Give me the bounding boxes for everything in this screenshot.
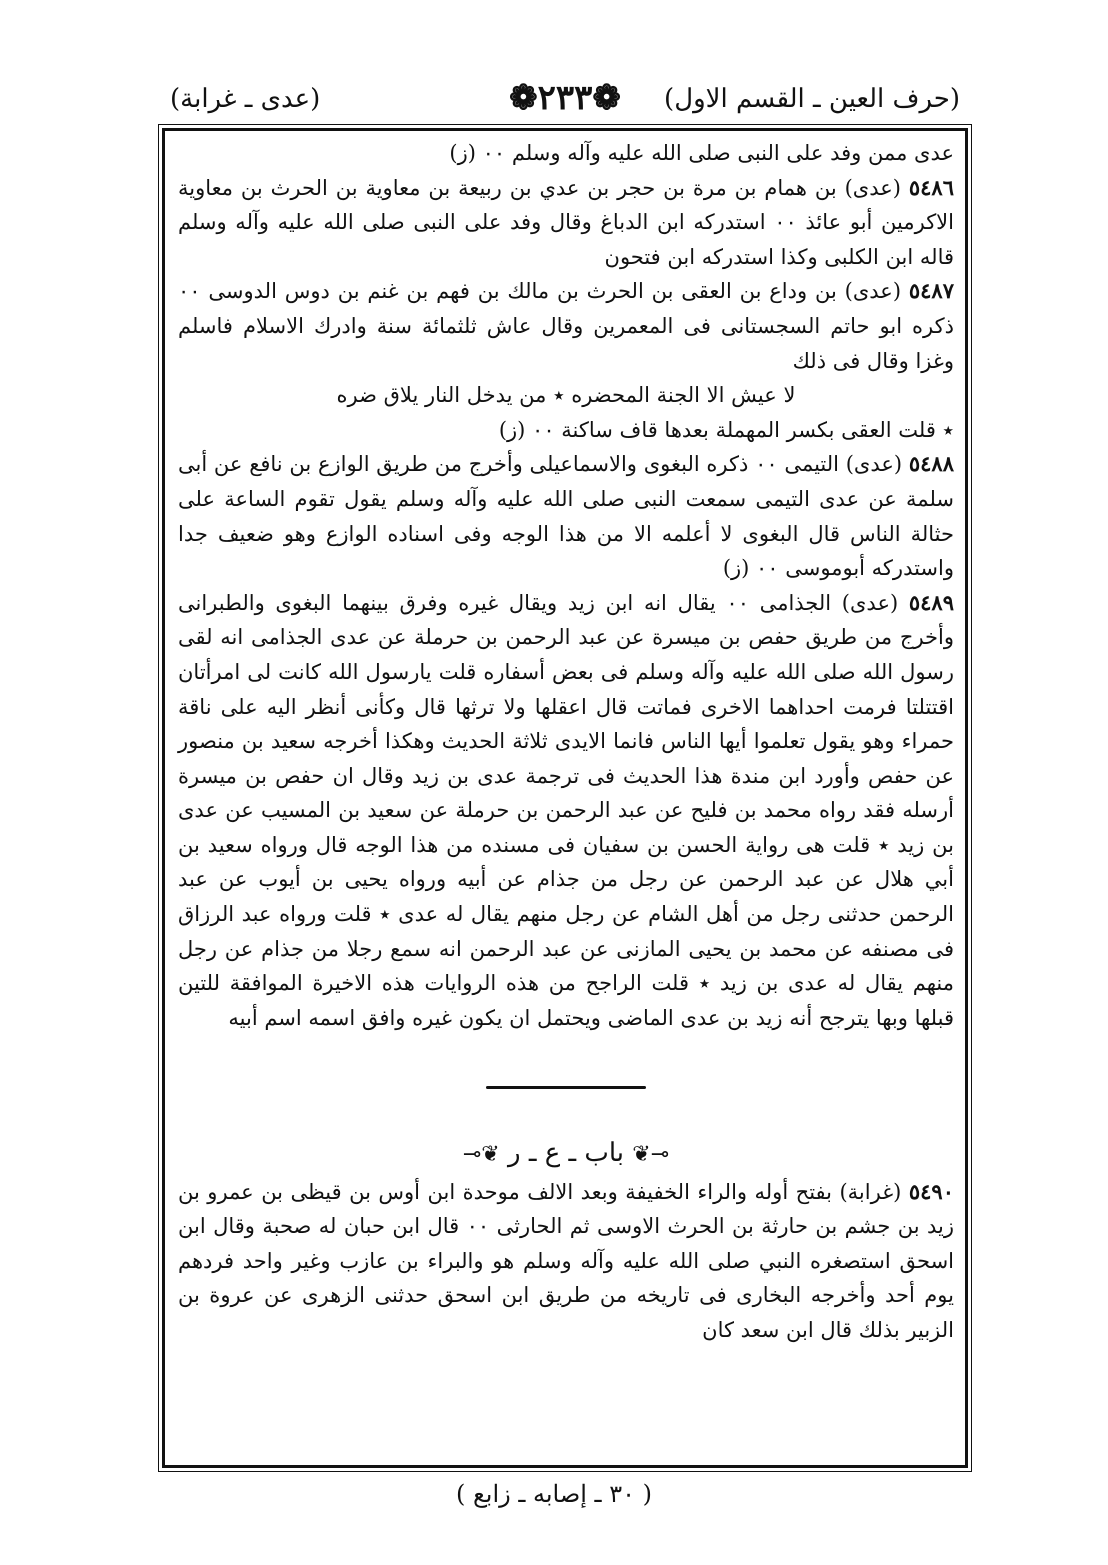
page-header	[170, 78, 960, 128]
entry-text: (عدى) بن وداع بن العقى بن الحرث بن مالك بن فهم بن غنم بن دوس الدوسى ٠٠ ذكره ابو حاتم السجستانى فى المعمرين وقال عاش ثلثمائة سنة وادرك الاسلام فاسلم وغزا وقال فى ذلك	[178, 279, 954, 373]
chapter-heading: ⊸❦ باب ـ ع ـ ر ❦⊸	[462, 1138, 670, 1169]
header-chapter-title: (حرف العين ـ القسم الاول)	[664, 84, 960, 114]
entry-5490	[178, 1175, 954, 1348]
entry-5486	[178, 171, 954, 275]
entry-text: (عدى) الجذامى ٠٠ يقال انه ابن زيد ويقال غيره وفرق بينهما البغوى والطبرانى وأخرج من طريق حفص بن ميسرة عن عبد الرحمن بن حرملة عن عدى الجذامى انه لقى رسول الله صلى الله عليه وآله وسلم فى بعض أسفاره قلت يارسول الله كانت لى امرأتان اقتتلتا فرمت احداهما الاخرى فماتت قال اعقلها ولا ترثها قال وكأنى أنظر اليه على ناقة حمراء وهو يقول تعلموا أيها الناس فانما الايدى ثلاثة الحديث وهكذا أخرجه سعيد بن منصور عن حفص وأورد ابن مندة هذا الحديث فى ترجمة عدى بن زيد وقال ان حفص بن ميسرة أرسله فقد رواه محمد بن فليح عن عبد الرحمن بن حرملة عن سعيد بن المسيب عن عدى بن زيد ٭ قلت هى رواية الحسن بن سفيان فى مسنده من هذا الوجه قال ورواه سعيد بن أبي هلال عن عبد الرحمن عن رجل من جذام عن أبيه ورواه يحيى بن أيوب عن عبد الرحمن حدثنى رجل من أهل الشام عن رجل منهم يقال له عدى ٭ قلت ورواه عبد الرزاق فى مصنفه عن محمد بن يحيى المازنى عن عبد الرحمن انه سمع رجلا من جذام عن رجل منهم يقال له عدى بن زيد ٭ قلت الراجح من هذه الروايات هذه الاخيرة الموافقة للتين قبلها وبها يترجح أنه زيد بن عدى الماضى ويحتمل ان يكون غيره وافق اسمه اسم أبيه	[178, 590, 955, 1030]
entry-number: ٥٤٩٠	[908, 1178, 954, 1204]
poem-verse: لا عيش الا الجنة المحضره ٭ من يدخل النار يلاق ضره	[336, 383, 796, 408]
entry-5489	[178, 586, 954, 1036]
ornament-icon: ⊸❦	[632, 1142, 670, 1168]
page-footer: ( ٣٠ ـ إصابه ـ زابع )	[456, 1480, 652, 1508]
entry-5487	[178, 274, 954, 378]
header-entries-range: (عدى ـ غرابة)	[170, 84, 321, 114]
entry-number: ٥٤٨٦	[908, 174, 954, 200]
entry-continuation: عدى ممن وفد على النبى صلى الله عليه وآله وسلم ٠٠ (ز)	[449, 141, 954, 165]
ornament-icon: ❦⊸	[462, 1142, 500, 1168]
page-body	[178, 136, 954, 1348]
entry-number: ٥٤٨٨	[908, 451, 954, 477]
entry-text: (عدى) بن همام بن مرة بن حجر بن عدي بن ربيعة بن معاوية بن الحرث بن معاوية الاكرمين أبو عائذ ٠٠ استدركه ابن الدباغ وقال وفد على النبى صلى الله عليه وآله وسلم قاله ابن الكلبى وكذا استدركه ابن فتحون	[178, 175, 954, 269]
entry-number: ٥٤٨٧	[908, 278, 954, 304]
entry-text: (غرابة) بفتح أوله والراء الخفيفة وبعد الالف موحدة ابن أوس بن قيظى بن عمرو بن زيد بن جشم بن حارثة بن الحرث الاوسى ثم الحارثى ٠٠ قال ابن حبان له صحبة وقال ابن اسحق استصغره النبي صلى الله عليه وآله وسلم هو والبراء بن عازب وغير واحد فردهم يوم أحد وأخرجه البخارى فى تاريخه من طريق ابن اسحق حدثنى الزهرى عن عروة بن الزبير بذلك قال ابن سعد كان	[178, 1179, 954, 1342]
section-divider	[178, 1065, 954, 1100]
entry-text: (عدى) التيمى ٠٠ ذكره البغوى والاسماعيلى وأخرج من طريق الوازع بن نافع عن أبى سلمة عن عدى التيمى سمعت النبى صلى الله عليه وآله وسلم يقول تقوم الساعة على حثالة الناس قال البغوى لا أعلمه الا من هذا الوجه وفى اسناده الوازع وهو ضعيف جدا واستدركه أبوموسى ٠٠ (ز)	[178, 452, 954, 581]
entry-5488	[178, 447, 954, 585]
entry-note: ٭ قلت العقى بكسر المهملة بعدها قاف ساكنة ٠٠ (ز)	[498, 417, 954, 442]
entry-number: ٥٤٨٩	[908, 589, 954, 615]
page-number: ❁٢٣٣❁	[509, 78, 621, 118]
